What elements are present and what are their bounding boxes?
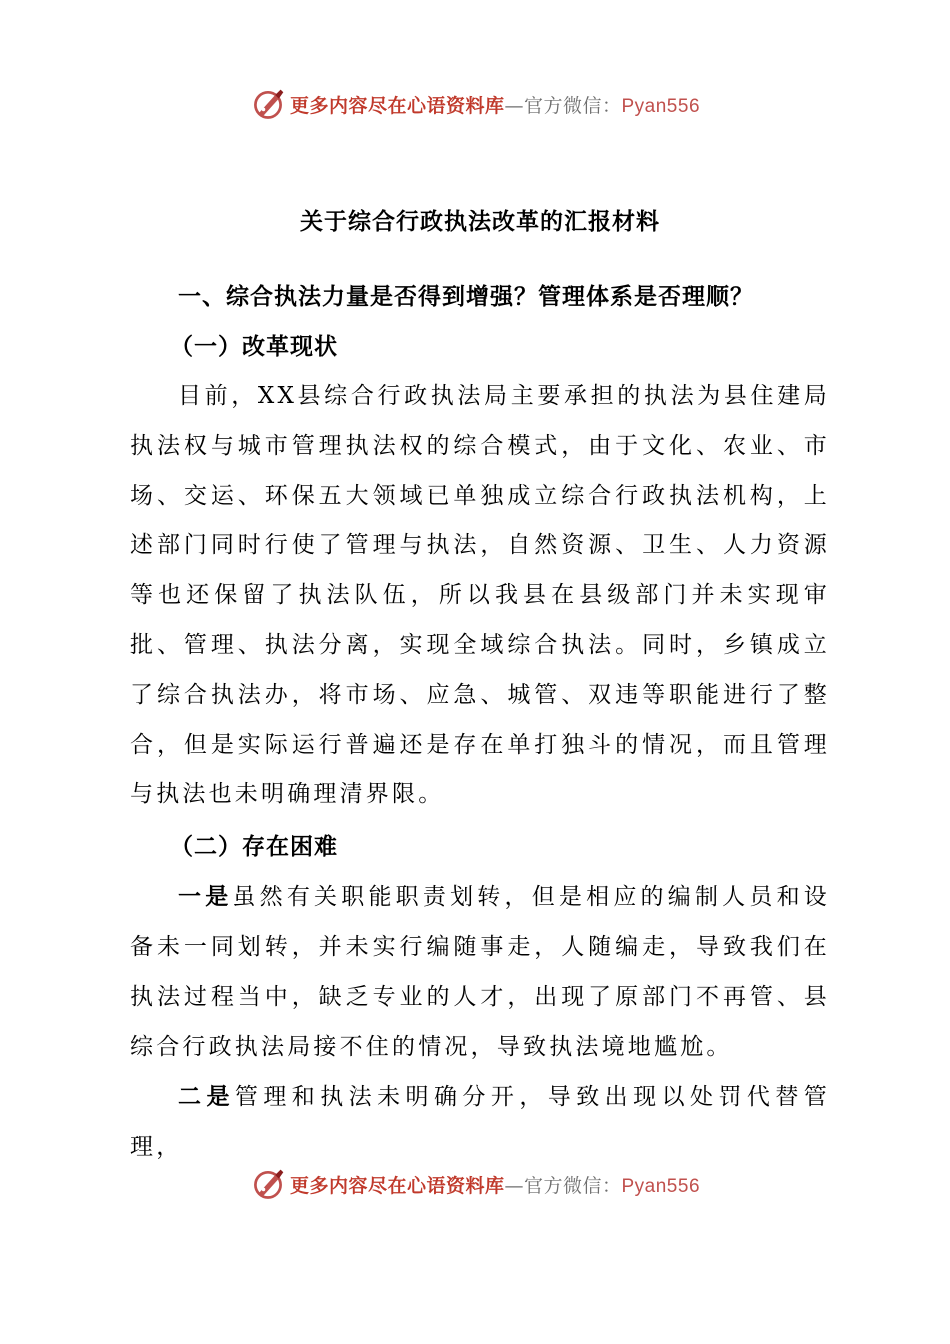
section-heading-1: 一、综合执法力量是否得到增强？管理体系是否理顺？ xyxy=(178,283,754,310)
subsection-heading-2: （二）存在困难 xyxy=(170,833,338,861)
pen-logo-icon xyxy=(250,86,286,122)
document-body xyxy=(130,196,830,1173)
watermark-banner-bottom xyxy=(0,1164,950,1204)
watermark-suffix: 官方微信： xyxy=(523,94,622,117)
difficulty-1-text: 虽然有关职能职责划转，但是相应的编制人员和设备未一同划转，并未实行编随事走，人随编走，导致我们在执法过程当中，缺乏专业的人才，出现了原部门不再管、县综合行政执法局接不住的情况，导致执法境地尴尬。 xyxy=(130,884,830,1060)
paragraph-difficulty-1 xyxy=(130,872,830,1072)
paragraph-difficulty-2 xyxy=(130,1072,830,1173)
watermark-handle: Pyan556 xyxy=(621,1175,701,1197)
watermark-main: 更多内容尽在心语资料库 xyxy=(289,1174,505,1197)
watermark-banner-top xyxy=(0,84,950,124)
pen-logo-icon xyxy=(250,1166,286,1202)
watermark-handle: Pyan556 xyxy=(621,95,701,117)
difficulty-1-lead: 一是 xyxy=(178,883,233,911)
watermark-text xyxy=(290,1171,700,1198)
difficulty-2-lead: 二是 xyxy=(178,1083,235,1111)
difficulty-2-text: 管理和执法未明确分开，导致出现以处罚代替管理， xyxy=(130,1084,830,1161)
watermark-dash: — xyxy=(504,94,524,117)
watermark-main: 更多内容尽在心语资料库 xyxy=(289,94,505,117)
paragraph-reform-status: 目前，XX县综合行政执法局主要承担的执法为县住建局执法权与城市管理执法权的综合模式，由于文化、农业、市场、交运、环保五大领域已单独成立综合行政执法机构，上述部门同时行使了管理与执法，自然资源、卫生、人力资源等也还保留了执法队伍，所以我县在县级部门并未实现审批、管理、执法分离，实现全域综合执法。同时，乡镇成立了综合执法办，将市场、应急、城管、双违等职能进行了整合，但是实际运行普遍还是存在单打独斗的情况，而且管理与执法也未明确理清界限。 xyxy=(130,383,830,808)
watermark-dash: — xyxy=(504,1174,524,1197)
subsection-heading-1: （一）改革现状 xyxy=(170,333,338,360)
watermark-text xyxy=(290,91,700,118)
document-title: 关于综合行政执法改革的汇报材料 xyxy=(300,208,660,235)
watermark-suffix: 官方微信： xyxy=(523,1174,622,1197)
